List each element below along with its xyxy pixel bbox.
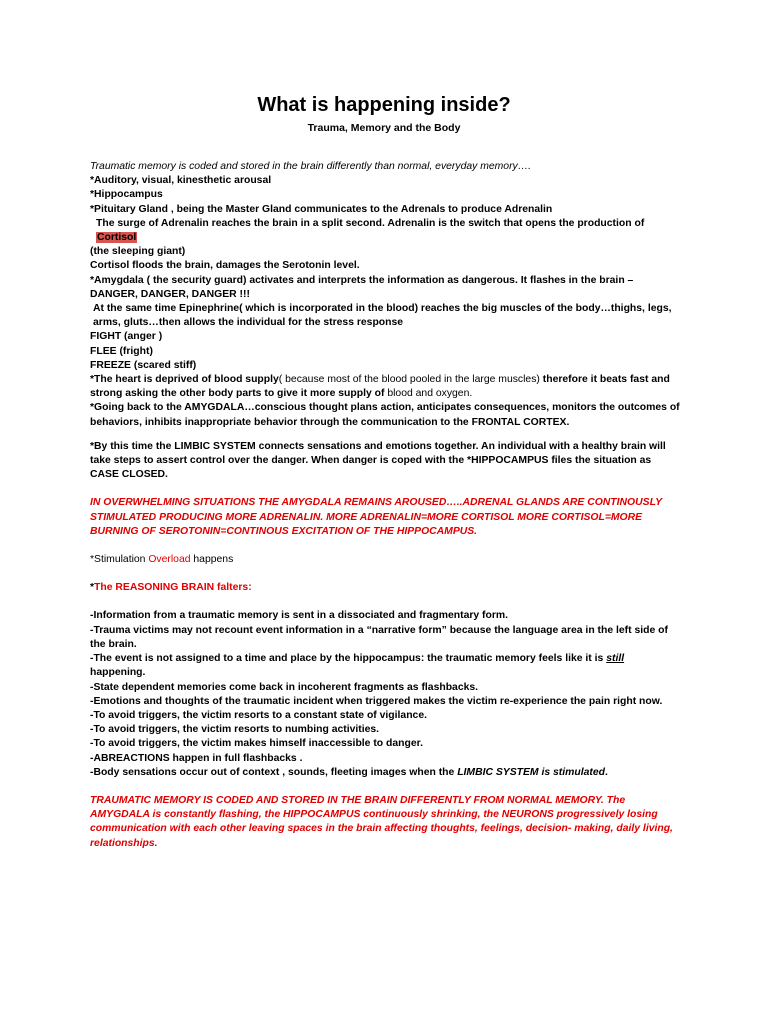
- flee-line: FLEE (fright): [90, 345, 153, 357]
- bullet-arousal: *Auditory, visual, kinesthetic arousal: [90, 175, 272, 187]
- bullet-amygdala-back: *Going back to the AMYGDALA…conscious thought plans action, anticipates consequences, monitors the outcomes of behaviors, inhibits inappropriate behavior through the communication to the FRONTAL CORTEX.: [90, 402, 680, 428]
- list-item: -Information from a traumatic memory is sent in a dissociated and fragmentary form.: [90, 610, 509, 622]
- spacer: [90, 595, 680, 609]
- fight-line: FIGHT (anger ): [90, 331, 163, 343]
- list-item: -To avoid triggers, the victim resorts to numbing activities.: [90, 724, 380, 736]
- list-item: -To avoid triggers, the victim makes himself inaccessible to danger.: [90, 738, 423, 750]
- document-body: [90, 160, 680, 851]
- list-item: -Body sensations occur out of context , sounds, fleeting images when the LIMBIC SYSTEM is stimulated.: [90, 766, 608, 778]
- bullet-amygdala: *Amygdala ( the security guard) activates and interprets the information as dangerous. It flashes in the brain – DANGER, DANGER, DANGER !!!: [90, 274, 634, 300]
- red-paragraph-traumatic-memory: TRAUMATIC MEMORY IS CODED AND STORED IN THE BRAIN DIFFERENTLY FROM NORMAL MEMORY. The AMYGDALA is constantly flashing, the HIPPOCAMPUS continuously shrinking, the NEURONS progressively losing communication with each other leaving spaces in the brain affecting thoughts, feelings, decision- making, daily living, relationships.: [90, 794, 673, 849]
- reasoning-brain-line: *The REASONING BRAIN falters:: [90, 582, 252, 594]
- adrenalin-surge-line: The surge of Adrenalin reaches the brain in a split second. Adrenalin is the switch that opens the production of Cortisol: [96, 217, 645, 244]
- list-item: -State dependent memories come back in incoherent fragments as flashbacks.: [90, 681, 479, 693]
- cortisol-floods-line: Cortisol floods the brain, damages the Serotonin level.: [90, 260, 360, 272]
- red-paragraph-overwhelming: IN OVERWHELMING SITUATIONS THE AMYGDALA REMAINS AROUSED…..ADRENAL GLANDS ARE CONTINOUSLY STIMULATED PRODUCING MORE ADRENALIN. MORE ADRENALIN=MORE CORTISOL MORE CORTISOL=MORE BURNING OF SEROTONIN=CONTINOUS EXCITATION OF THE HIPPOCAMPUS.: [90, 497, 662, 537]
- bullet-pituitary: *Pituitary Gland , being the Master Gland communicates to the Adrenals to produce Adrenalin: [90, 203, 553, 215]
- epinephrine-line: At the same time Epinephrine( which is incorporated in the blood) reaches the big muscles of the body…thighs, legs, arms, gluts…then allows the individual for the stress response: [93, 303, 672, 329]
- bullet-limbic: *By this time the LIMBIC SYSTEM connects sensations and emotions together. An individual with a healthy brain will take steps to assert control over the danger. When danger is coped with the *HIPPOCAMPUS files the situation as CASE CLOSED.: [90, 440, 666, 481]
- bullet-heart: *The heart is deprived of blood supply( because most of the blood pooled in the large muscles) therefore it beats fast and strong asking the other body parts to give it more supply of blood and oxygen.: [90, 374, 670, 400]
- list-item: -Trauma victims may not recount event information in a “narrative form” because the language area in the left side of the brain.: [90, 624, 668, 650]
- spacer: [90, 567, 680, 581]
- spacer: [90, 482, 680, 496]
- spacer: [90, 539, 680, 553]
- sleeping-giant-line: (the sleeping giant): [90, 246, 186, 258]
- spacer: [90, 430, 680, 440]
- list-item: -ABREACTIONS happen in full flashbacks .: [90, 752, 303, 764]
- intro-line: Traumatic memory is coded and stored in the brain differently than normal, everyday memory….: [90, 161, 532, 172]
- list-item: -Emotions and thoughts of the traumatic incident when triggered makes the victim re-experience the pain right now.: [90, 695, 663, 707]
- page-subtitle: Trauma, Memory and the Body: [307, 122, 461, 134]
- stimulation-overload-line: *Stimulation Overload happens: [90, 554, 234, 566]
- freeze-line: FREEZE (scared stiff): [90, 359, 197, 371]
- page-title: What is happening inside?: [257, 94, 511, 116]
- cortisol-highlight: Cortisol: [97, 232, 137, 244]
- list-item: -The event is not assigned to a time and place by the hippocampus: the traumatic memory feels like it is still happening.: [90, 653, 625, 679]
- spacer: [90, 780, 680, 794]
- bullet-hippocampus: *Hippocampus: [90, 189, 163, 201]
- list-item: -To avoid triggers, the victim resorts to a constant state of vigilance.: [90, 709, 427, 721]
